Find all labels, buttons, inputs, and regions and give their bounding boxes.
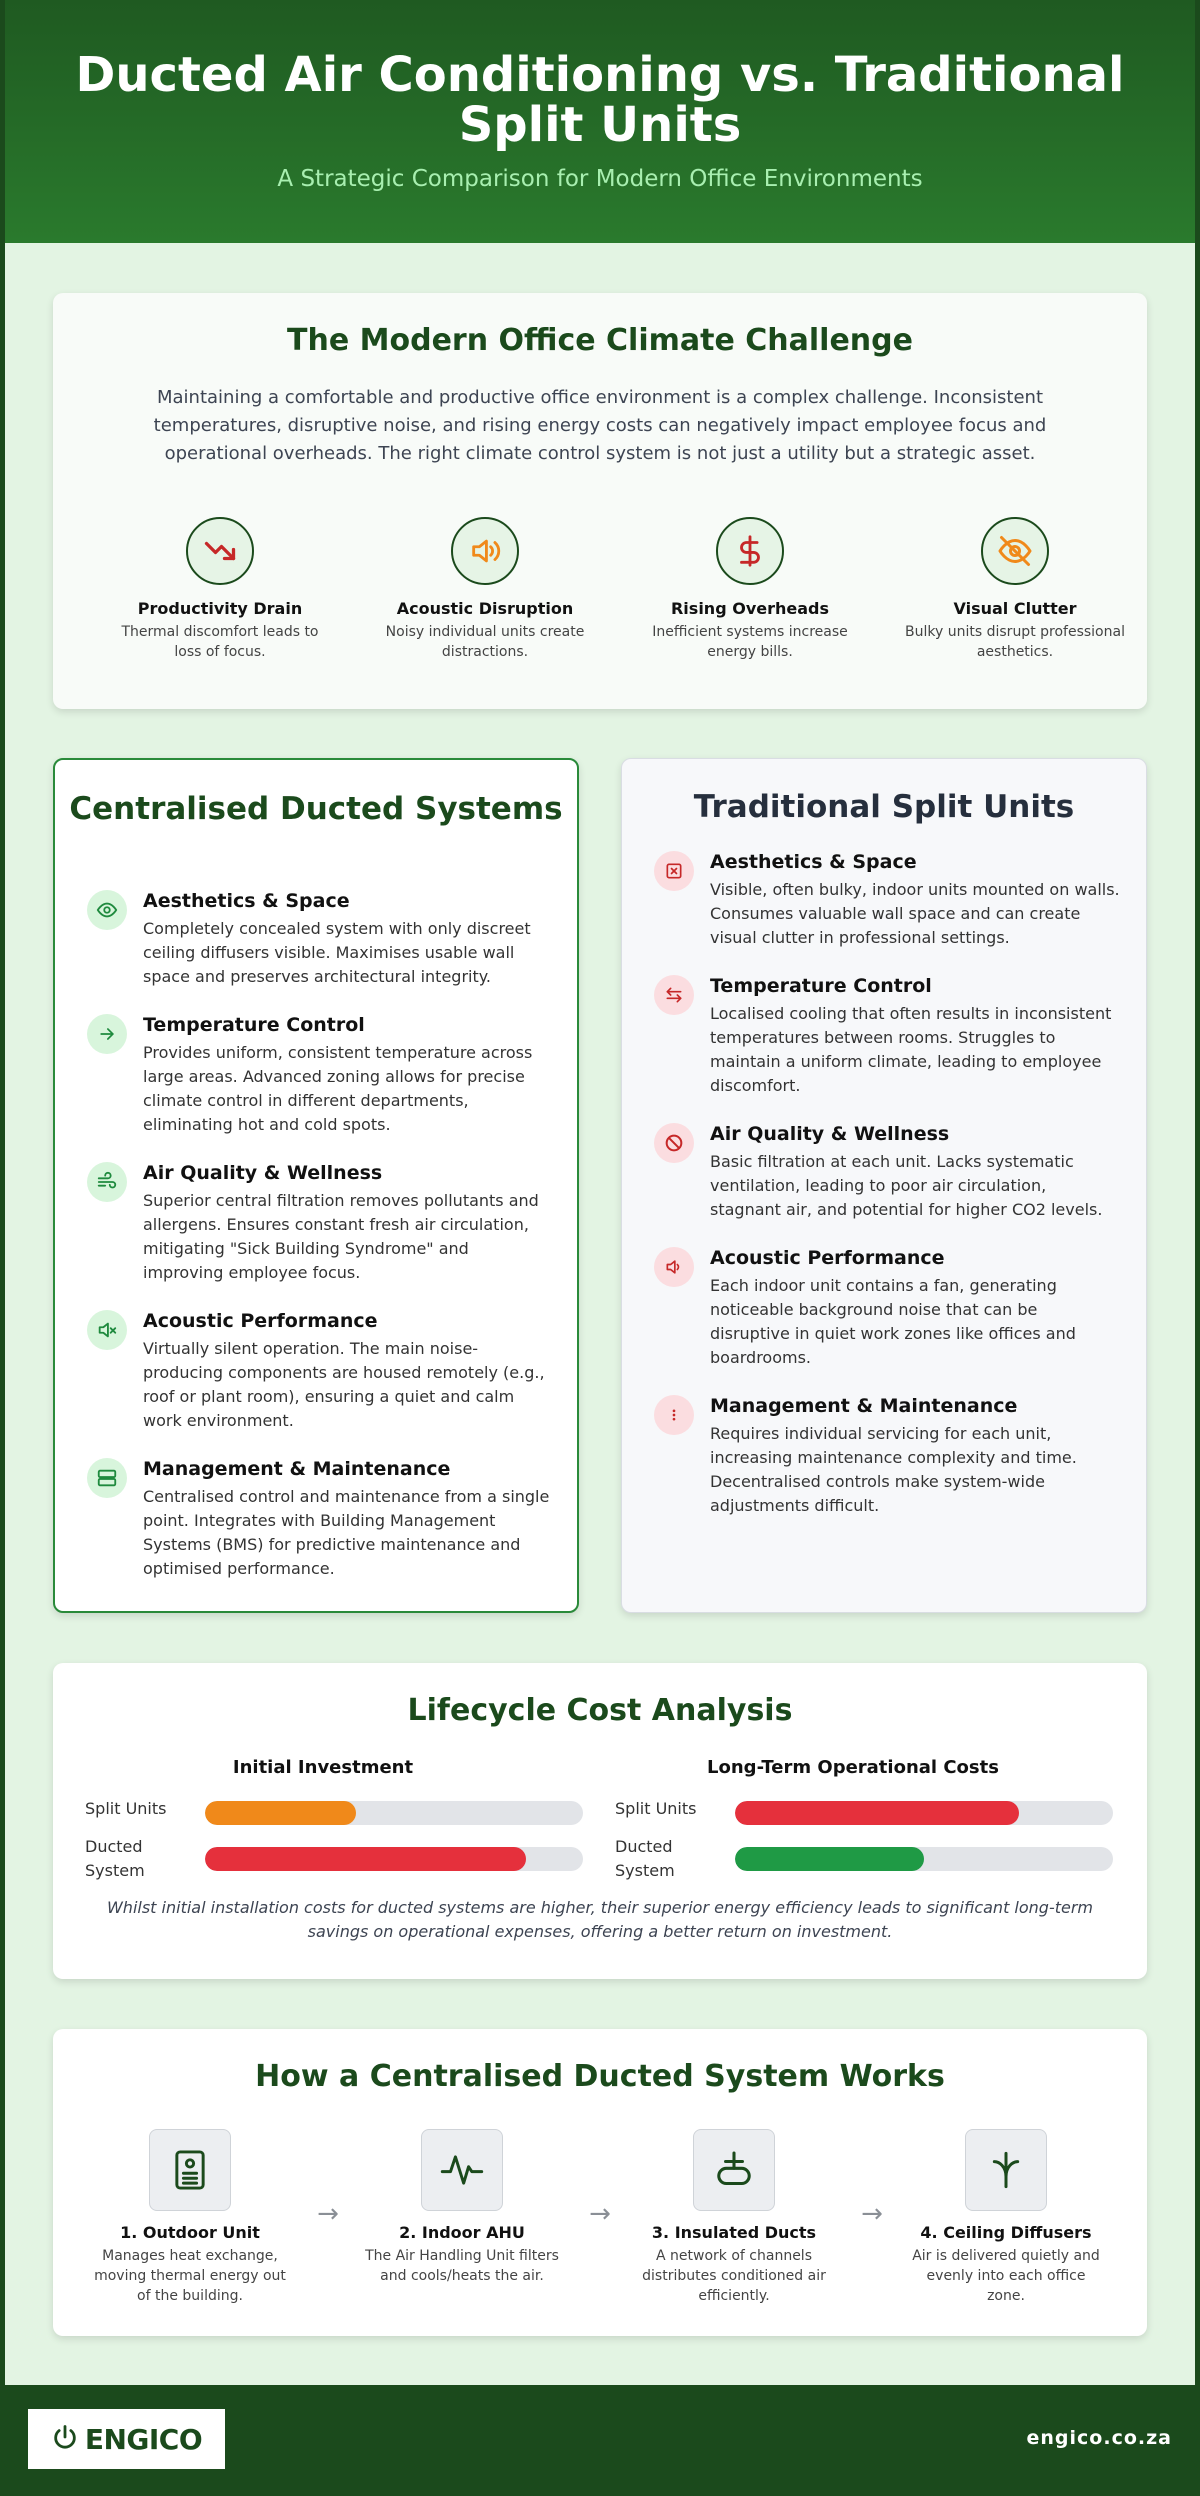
feature-item	[87, 1162, 547, 1282]
issue-title: Rising Overheads	[670, 599, 829, 618]
issue-desc: Thermal discomfort leads to loss of focus.	[121, 624, 319, 660]
issue-title: Acoustic Disruption	[396, 599, 574, 618]
cost-bar-label: Ducted System	[615, 1837, 675, 1880]
feature-item	[654, 851, 1120, 951]
cost-group-title: Long-Term Operational Costs	[707, 1757, 999, 1778]
feature-desc: Requires individual servicing for each unit, increasing maintenance complexity and time. Decentralised controls make system-wide adjustments difficult.	[710, 1424, 1077, 1515]
step-desc: Air is delivered quietly and evenly into each office zone.	[912, 2248, 1100, 2304]
challenge-heading: The Modern Office Climate Challenge	[287, 323, 913, 358]
cost-bar-track	[205, 1847, 583, 1871]
challenge-intro: Maintaining a comfortable and productive office environment is a complex challenge. Inconsistent temperatures, disruptive noise, and rising energy costs can negatively impact employee focus and operational overheads. The right climate control system is not just a utility but a strategic asset.	[153, 387, 1047, 464]
brand-logo[interactable]	[28, 2409, 225, 2469]
feature-desc: Each indoor unit contains a fan, generating noticeable background noise that can be disruptive in quiet work zones like offices and boardrooms.	[710, 1276, 1076, 1367]
cost-group	[53, 1757, 573, 1880]
feature-desc: Visible, often bulky, indoor units mounted on walls. Consumes valuable wall space and can create visual clutter in professional settings.	[710, 880, 1120, 947]
feature-title: Aesthetics & Space	[710, 851, 917, 873]
feature-title: Acoustic Performance	[710, 1247, 945, 1269]
feature-desc: Virtually silent operation. The main noise-producing components are housed remotely (e.g., roof or plant room), ensuring a quiet and calm work environment.	[143, 1339, 545, 1430]
arrow-right-icon: →	[317, 2199, 339, 2229]
issue-title: Productivity Drain	[137, 599, 303, 618]
cost-group-title: Initial Investment	[232, 1757, 414, 1778]
server-icon	[87, 1458, 127, 1498]
x-square-icon	[654, 851, 694, 891]
cost-bar-fill	[735, 1847, 924, 1871]
challenge-issues	[53, 517, 1147, 677]
step-title: 2. Indoor AHU	[399, 2223, 525, 2242]
page-title: Ducted Air Conditioning vs. Traditional Split Units	[75, 47, 1125, 153]
challenge-card	[53, 293, 1147, 709]
lifecycle-heading: Lifecycle Cost Analysis	[407, 1693, 793, 1728]
speaker-icon	[451, 517, 519, 585]
trending-down-icon	[186, 517, 254, 585]
cost-bar-label: Split Units	[85, 1799, 167, 1818]
feature-item	[654, 1123, 1114, 1223]
dollar-icon	[716, 517, 784, 585]
cost-bar-track	[735, 1847, 1113, 1871]
feature-title: Aesthetics & Space	[143, 890, 350, 912]
feature-item	[654, 975, 1114, 1095]
feature-title: Temperature Control	[710, 975, 932, 997]
cost-bar-row	[583, 1835, 1103, 1879]
feature-title: Air Quality & Wellness	[143, 1162, 383, 1184]
issue-item	[905, 517, 1125, 662]
how-it-works-card	[53, 2029, 1147, 2336]
issue-item	[375, 517, 595, 662]
speaker-low-icon	[654, 1247, 694, 1287]
feature-item	[87, 890, 547, 990]
page-subtitle: A Strategic Comparison for Modern Office Environments	[277, 166, 923, 192]
brand-logo-text: ENGICO	[84, 2422, 203, 2456]
process-step	[362, 2129, 562, 2286]
split-heading: Traditional Split Units	[693, 789, 1075, 825]
lifecycle-note: Whilst initial installation costs for ducted systems are higher, their superior energy efficiency leads to significant long-term savings on operational expenses, offering a better return on investment.	[106, 1898, 1094, 1941]
step-desc: Manages heat exchange, moving thermal energy out of the building.	[94, 2248, 286, 2304]
feature-title: Temperature Control	[143, 1014, 365, 1036]
feature-title: Management & Maintenance	[710, 1395, 1018, 1417]
feature-title: Acoustic Performance	[143, 1310, 378, 1332]
arrow-right-icon	[87, 1014, 127, 1054]
lifecycle-card	[53, 1663, 1147, 1979]
cost-bar-fill	[205, 1847, 526, 1871]
eye-off-icon	[981, 517, 1049, 585]
website-link[interactable]: engico.co.za	[1026, 2427, 1172, 2449]
feature-desc: Provides uniform, consistent temperature across large areas. Advanced zoning allows for precise climate control in different departments, eliminating hot and cold spots.	[143, 1043, 533, 1134]
process-step	[634, 2129, 834, 2306]
issue-desc: Bulky units disrupt professional aesthetics.	[905, 624, 1125, 660]
cost-bar-track	[735, 1801, 1113, 1825]
diffuser-icon	[965, 2129, 1047, 2211]
feature-title: Management & Maintenance	[143, 1458, 451, 1480]
duct-icon	[693, 2129, 775, 2211]
feature-desc: Completely concealed system with only discreet ceiling diffusers visible. Maximises usable wall space and preserves architectural integrity.	[143, 919, 531, 986]
cost-bar-label: Ducted System	[85, 1837, 145, 1880]
page-footer	[0, 2385, 1200, 2496]
issue-item	[640, 517, 860, 662]
dots-vertical-icon	[654, 1395, 694, 1435]
step-desc: The Air Handling Unit filters and cools/heats the air.	[365, 2248, 559, 2284]
cost-bar-fill	[735, 1801, 1019, 1825]
activity-icon	[421, 2129, 503, 2211]
outdoor-unit-icon	[149, 2129, 231, 2211]
step-title: 3. Insulated Ducts	[651, 2223, 817, 2242]
cost-bar-row	[53, 1835, 573, 1879]
arrow-right-icon: →	[861, 2199, 883, 2229]
issue-desc: Inefficient systems increase energy bills.	[652, 624, 848, 660]
swap-icon	[654, 975, 694, 1015]
speaker-mute-icon	[87, 1310, 127, 1350]
feature-desc: Superior central filtration removes pollutants and allergens. Ensures constant fresh air circulation, mitigating "Sick Building Syndrome" and improving employee focus.	[143, 1191, 539, 1282]
feature-item	[654, 1247, 1114, 1367]
cost-group	[583, 1757, 1103, 1880]
issue-desc: Noisy individual units create distractions.	[385, 624, 585, 660]
step-title: 1. Outdoor Unit	[120, 2223, 260, 2242]
page-header	[5, 0, 1195, 243]
process-step	[906, 2129, 1106, 2306]
cost-bar-fill	[205, 1801, 356, 1825]
step-desc: A network of channels distributes conditioned air efficiently.	[642, 2248, 826, 2304]
eye-icon	[87, 890, 127, 930]
feature-desc: Basic filtration at each unit. Lacks systematic ventilation, leading to poor air circulation, stagnant air, and potential for higher CO2 levels.	[710, 1152, 1103, 1219]
feature-item	[87, 1014, 547, 1134]
arrow-right-icon: →	[589, 2199, 611, 2229]
feature-item	[87, 1458, 550, 1578]
cost-bar-label: Split Units	[615, 1799, 697, 1818]
feature-item	[654, 1395, 1114, 1515]
feature-desc: Localised cooling that often results in inconsistent temperatures between rooms. Struggles to maintain a uniform climate, leading to employee discomfort.	[710, 1004, 1112, 1095]
issue-title: Visual Clutter	[953, 599, 1077, 618]
wind-icon	[87, 1162, 127, 1202]
ducted-heading: Centralised Ducted Systems	[69, 791, 563, 827]
feature-desc: Centralised control and maintenance from a single point. Integrates with Building Management Systems (BMS) for predictive maintenance and optimised performance.	[143, 1487, 550, 1578]
how-it-works-heading: How a Centralised Ducted System Works	[255, 2059, 945, 2094]
step-title: 4. Ceiling Diffusers	[920, 2223, 1092, 2242]
power-icon	[51, 2423, 79, 2455]
split-card	[621, 758, 1147, 1613]
cost-bar-track	[205, 1801, 583, 1825]
process-step	[90, 2129, 290, 2306]
ducted-card	[53, 758, 579, 1613]
issue-item	[110, 517, 330, 662]
ban-icon	[654, 1123, 694, 1163]
feature-title: Air Quality & Wellness	[710, 1123, 950, 1145]
feature-item	[87, 1310, 547, 1430]
